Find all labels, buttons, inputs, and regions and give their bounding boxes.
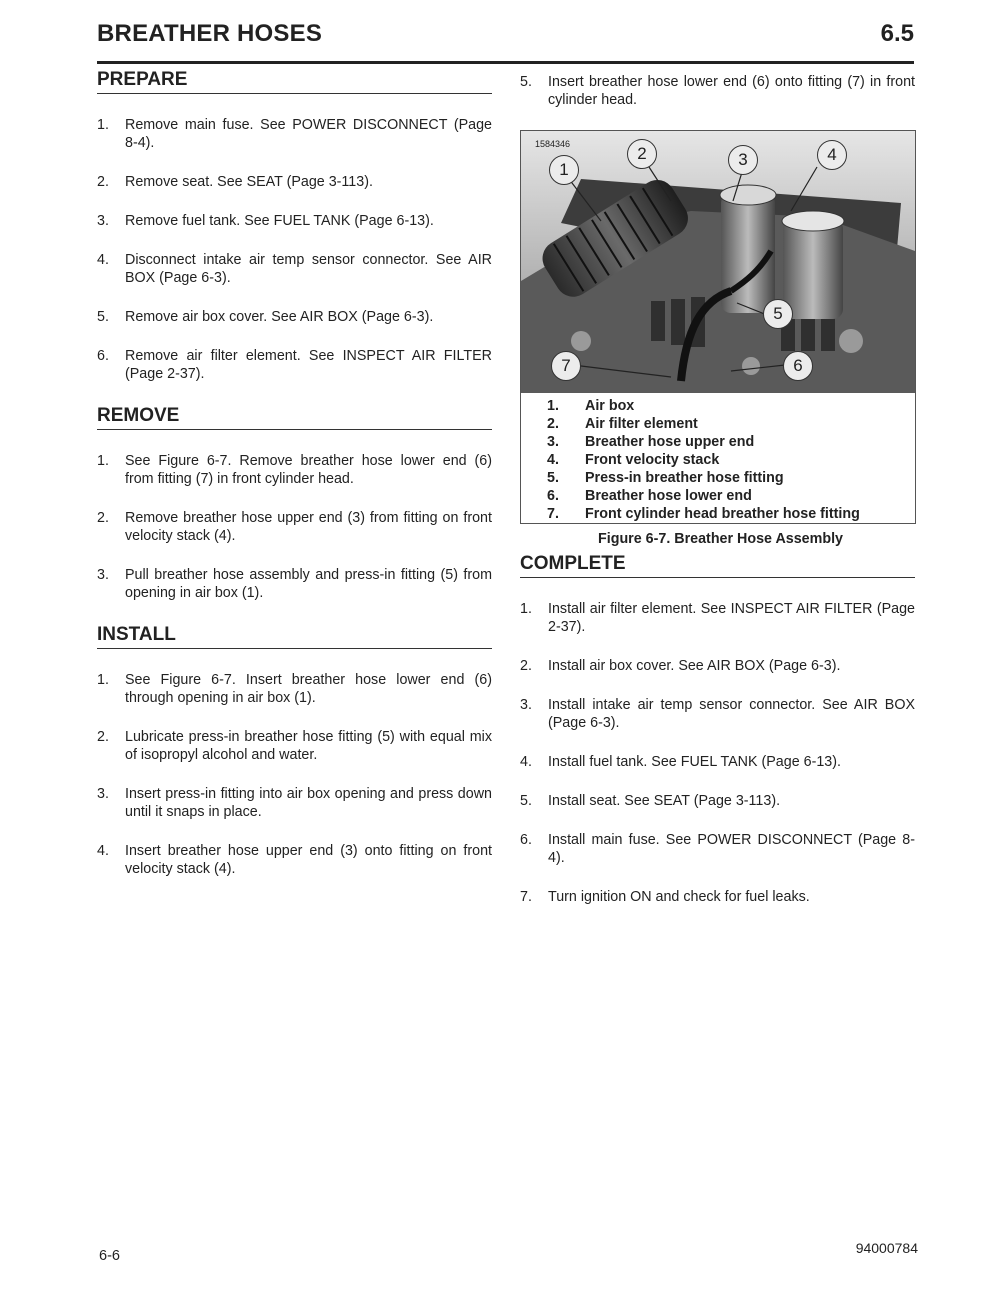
install-steps-continued (520, 73, 915, 109)
install-steps (97, 671, 492, 878)
remove-heading: REMOVE (97, 404, 492, 430)
list-item: 1. See Figure 6-7. Remove breather hose lower end (6) from fitting (7) in front cylinder head. (97, 453, 492, 487)
callout-6: 6 (783, 351, 813, 381)
list-item: 7. Turn ignition ON and check for fuel leaks. (520, 889, 810, 905)
prepare-heading: PREPARE (97, 68, 492, 94)
list-item: 2. Install air box cover. See AIR BOX (Page 6-3). (520, 658, 841, 674)
title-divider (97, 61, 914, 64)
figure-id: 1584346 (535, 139, 571, 149)
figure-legend (547, 397, 907, 523)
list-item: 5. Install seat. See SEAT (Page 3-113). (520, 793, 781, 809)
callout-1: 1 (549, 155, 579, 185)
list-item: 1. Install air filter element. See INSPECT AIR FILTER (Page 2-37). (520, 601, 915, 635)
document-number: 94000784 (855, 1240, 918, 1256)
list-item: 4. Disconnect intake air temp sensor connector. See AIR BOX (Page 6-3). (97, 252, 492, 286)
list-item: 2. Remove seat. See SEAT (Page 3-113). (97, 174, 373, 190)
prepare-steps (97, 116, 492, 383)
legend-item: 3. Breather hose upper end (547, 434, 755, 450)
legend-item: 6. Breather hose lower end (547, 488, 752, 504)
list-item: 6. Remove air filter element. See INSPECT AIR FILTER (Page 2-37). (97, 348, 492, 382)
list-item: 1. See Figure 6-7. Insert breather hose lower end (6) through opening in air box (1). (97, 672, 492, 706)
engine-photo (521, 131, 915, 393)
callout-5: 5 (763, 299, 793, 329)
list-item: 2. Remove breather hose upper end (3) from fitting on front velocity stack (4). (97, 510, 492, 544)
left-column (97, 68, 492, 899)
legend-item: 1. Air box (547, 398, 635, 414)
list-item: 2. Lubricate press-in breather hose fitting (5) with equal mix of isopropyl alcohol and water. (97, 729, 492, 763)
complete-heading: COMPLETE (520, 552, 915, 578)
list-item: 3. Pull breather hose assembly and press-in fitting (5) from opening in air box (1). (97, 567, 492, 601)
list-item: 5. Remove air box cover. See AIR BOX (Page 6-3). (97, 309, 434, 325)
list-item: 4. Install fuel tank. See FUEL TANK (Page 6-13). (520, 754, 841, 770)
callout-2: 2 (627, 139, 657, 169)
list-item: 3. Insert press-in fitting into air box opening and press down until it snaps in place. (97, 786, 492, 820)
page-title: BREATHER HOSES (97, 20, 323, 47)
list-item: 4. Insert breather hose upper end (3) onto fitting on front velocity stack (4). (97, 843, 492, 877)
list-item: 5. Insert breather hose lower end (6) onto fitting (7) in front cylinder head. (520, 74, 915, 108)
list-item: 1. Remove main fuse. See POWER DISCONNECT (Page 8-4). (97, 117, 492, 151)
figure-breather-hose-assembly (520, 130, 916, 524)
install-heading: INSTALL (97, 623, 492, 649)
remove-steps (97, 452, 492, 602)
complete-steps (520, 600, 915, 906)
section-number: 6.5 (880, 20, 914, 47)
callout-4: 4 (817, 140, 847, 170)
legend-item: 5. Press-in breather hose fitting (547, 470, 784, 486)
engine-illustration (521, 131, 915, 393)
legend-item: 4. Front velocity stack (547, 452, 720, 468)
callout-7: 7 (551, 351, 581, 381)
page-number: 6-6 (99, 1248, 120, 1264)
list-item: 6. Install main fuse. See POWER DISCONNECT (Page 8-4). (520, 832, 915, 866)
legend-item: 2. Air filter element (547, 416, 698, 432)
list-item: 3. Remove fuel tank. See FUEL TANK (Page 6-13). (97, 213, 434, 229)
right-column (520, 68, 915, 927)
callout-3: 3 (728, 145, 758, 175)
legend-item: 7. Front cylinder head breather hose fitting (547, 506, 860, 522)
figure-caption: Figure 6-7. Breather Hose Assembly (598, 531, 843, 547)
list-item: 3. Install intake air temp sensor connector. See AIR BOX (Page 6-3). (520, 697, 915, 731)
